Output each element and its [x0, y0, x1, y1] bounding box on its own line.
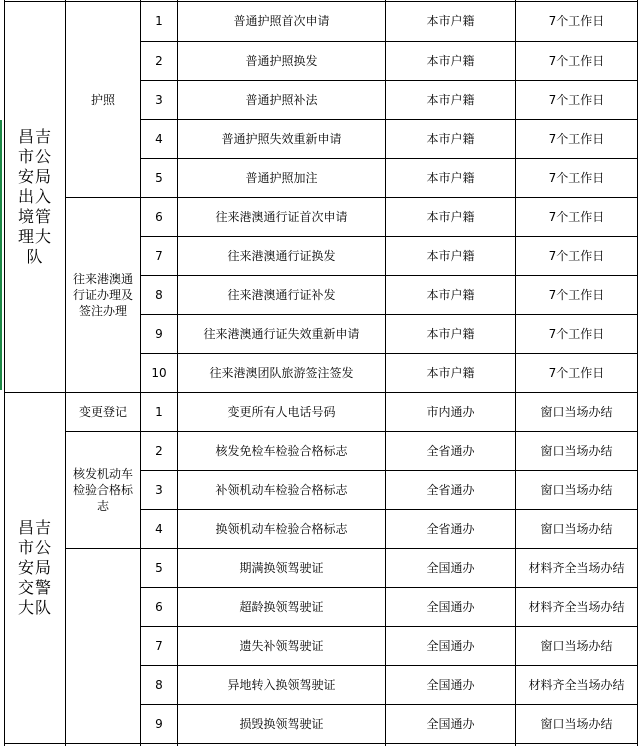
service-item-cell[interactable]: 往来港澳团队旅游签注签发	[209, 366, 354, 380]
department-cell[interactable]: 昌吉市公安局交警大队	[17, 518, 52, 617]
time-limit-cell[interactable]: 窗口当场办结	[540, 717, 613, 731]
time-limit-cell[interactable]: 7个工作日	[548, 249, 605, 263]
grid-line	[140, 197, 638, 198]
row-number-cell[interactable]: 1	[155, 405, 163, 419]
row-number-cell[interactable]: 7	[155, 639, 163, 653]
row-number-cell[interactable]: 6	[155, 600, 163, 614]
grid-line	[65, 392, 141, 393]
time-limit-cell[interactable]: 7个工作日	[548, 327, 605, 341]
grid-line	[140, 0, 141, 746]
time-limit-cell[interactable]: 窗口当场办结	[540, 483, 613, 497]
service-item-cell[interactable]: 损毁换领驾驶证	[239, 717, 324, 731]
time-limit-cell[interactable]: 7个工作日	[548, 54, 605, 68]
scope-cell[interactable]: 全国通办	[426, 717, 475, 731]
grid-line	[65, 431, 141, 432]
row-number-cell[interactable]: 2	[155, 54, 163, 68]
row-selection-indicator	[0, 120, 2, 390]
row-number-cell[interactable]: 8	[155, 678, 163, 692]
grid-line	[140, 704, 638, 705]
row-number-cell[interactable]: 10	[151, 366, 167, 380]
scope-cell[interactable]: 全省通办	[426, 444, 475, 458]
service-item-cell[interactable]: 往来港澳通行证换发	[227, 249, 336, 263]
service-item-cell[interactable]: 换领机动车检验合格标志	[215, 522, 348, 536]
grid-line	[140, 392, 638, 393]
row-number-cell[interactable]: 4	[155, 522, 163, 536]
grid-line	[140, 470, 638, 471]
department-cell[interactable]: 昌吉市公安局出入境管理大队	[17, 127, 52, 266]
grid-line	[4, 1, 66, 2]
time-limit-cell[interactable]: 7个工作日	[548, 93, 605, 107]
category-cell[interactable]: 变更登记	[78, 405, 127, 419]
service-item-cell[interactable]: 普通护照失效重新申请	[221, 132, 342, 146]
scope-cell[interactable]: 全国通办	[426, 678, 475, 692]
grid-line	[140, 158, 638, 159]
scope-cell[interactable]: 全省通办	[426, 522, 475, 536]
scope-cell[interactable]: 市内通办	[426, 405, 475, 419]
row-number-cell[interactable]: 8	[155, 288, 163, 302]
grid-line	[140, 236, 638, 237]
time-limit-cell[interactable]: 7个工作日	[548, 132, 605, 146]
row-number-cell[interactable]: 1	[155, 14, 163, 28]
row-number-cell[interactable]: 6	[155, 210, 163, 224]
scope-cell[interactable]: 本市户籍	[426, 366, 475, 380]
service-item-cell[interactable]: 普通护照换发	[245, 54, 318, 68]
scope-cell[interactable]: 全国通办	[426, 639, 475, 653]
service-item-cell[interactable]: 异地转入换领驾驶证	[227, 678, 336, 692]
grid-line	[65, 197, 141, 198]
row-number-cell[interactable]: 7	[155, 249, 163, 263]
grid-line	[515, 0, 516, 746]
grid-line	[140, 509, 638, 510]
time-limit-cell[interactable]: 7个工作日	[548, 288, 605, 302]
scope-cell[interactable]: 本市户籍	[426, 249, 475, 263]
service-item-cell[interactable]: 补领机动车检验合格标志	[215, 483, 348, 497]
grid-line	[140, 353, 638, 354]
row-number-cell[interactable]: 2	[155, 444, 163, 458]
scope-cell[interactable]: 本市户籍	[426, 288, 475, 302]
category-cell[interactable]: 往来港澳通行证办理及签注办理	[72, 272, 133, 318]
scope-cell[interactable]: 本市户籍	[426, 171, 475, 185]
row-number-cell[interactable]: 5	[155, 561, 163, 575]
grid-line	[140, 314, 638, 315]
time-limit-cell[interactable]: 材料齐全当场办结	[528, 561, 625, 575]
grid-line	[140, 431, 638, 432]
grid-line	[140, 548, 638, 549]
scope-cell[interactable]: 全省通办	[426, 483, 475, 497]
grid-line	[177, 0, 178, 746]
grid-line	[140, 80, 638, 81]
row-number-cell[interactable]: 9	[155, 327, 163, 341]
time-limit-cell[interactable]: 材料齐全当场办结	[528, 678, 625, 692]
service-item-cell[interactable]: 遗失补领驾驶证	[239, 639, 324, 653]
grid-line	[65, 0, 66, 746]
row-number-cell[interactable]: 9	[155, 717, 163, 731]
grid-line	[140, 119, 638, 120]
grid-line	[4, 0, 5, 746]
time-limit-cell[interactable]: 7个工作日	[548, 171, 605, 185]
service-item-cell[interactable]: 往来港澳通行证失效重新申请	[203, 327, 360, 341]
service-item-cell[interactable]: 往来港澳通行证补发	[227, 288, 336, 302]
time-limit-cell[interactable]: 7个工作日	[548, 366, 605, 380]
category-cell[interactable]: 护照	[90, 92, 115, 107]
service-item-cell[interactable]: 普通护照加注	[245, 171, 318, 185]
grid-line	[140, 41, 638, 42]
scope-cell[interactable]: 全国通办	[426, 600, 475, 614]
scope-cell[interactable]: 本市户籍	[426, 93, 475, 107]
row-number-cell[interactable]: 3	[155, 93, 163, 107]
category-cell[interactable]	[66, 549, 140, 743]
scope-cell[interactable]: 本市户籍	[426, 327, 475, 341]
service-item-cell[interactable]: 核发免检车检验合格标志	[215, 444, 348, 458]
grid-line	[140, 587, 638, 588]
scope-cell[interactable]: 本市户籍	[426, 54, 475, 68]
grid-line	[65, 1, 141, 2]
grid-line	[140, 275, 638, 276]
service-item-cell[interactable]: 期满换领驾驶证	[239, 561, 324, 575]
time-limit-cell[interactable]: 7个工作日	[548, 14, 605, 28]
time-limit-cell[interactable]: 窗口当场办结	[540, 405, 613, 419]
scope-cell[interactable]: 本市户籍	[426, 14, 475, 28]
time-limit-cell[interactable]: 窗口当场办结	[540, 639, 613, 653]
grid-line	[140, 665, 638, 666]
scope-cell[interactable]: 本市户籍	[426, 132, 475, 146]
service-item-cell[interactable]: 超龄换领驾驶证	[239, 600, 324, 614]
row-number-cell[interactable]: 4	[155, 132, 163, 146]
grid-line	[385, 0, 386, 746]
grid-line	[140, 626, 638, 627]
service-item-cell[interactable]: 普通护照补法	[245, 93, 318, 107]
grid-line	[637, 0, 638, 746]
service-item-cell[interactable]: 普通护照首次申请	[233, 14, 330, 28]
service-item-cell[interactable]: 往来港澳通行证首次申请	[215, 210, 348, 224]
time-limit-cell[interactable]: 材料齐全当场办结	[528, 600, 625, 614]
grid-line	[65, 548, 141, 549]
grid-line	[140, 1, 638, 2]
time-limit-cell[interactable]: 窗口当场办结	[540, 444, 613, 458]
category-cell[interactable]: 核发机动车检验合格标志	[72, 467, 133, 513]
service-item-cell[interactable]: 变更所有人电话号码	[227, 405, 336, 419]
grid-line	[4, 743, 638, 744]
scope-cell[interactable]: 本市户籍	[426, 210, 475, 224]
time-limit-cell[interactable]: 窗口当场办结	[540, 522, 613, 536]
row-number-cell[interactable]: 3	[155, 483, 163, 497]
scope-cell[interactable]: 全国通办	[426, 561, 475, 575]
time-limit-cell[interactable]: 7个工作日	[548, 210, 605, 224]
grid-line	[4, 392, 66, 393]
row-number-cell[interactable]: 5	[155, 171, 163, 185]
